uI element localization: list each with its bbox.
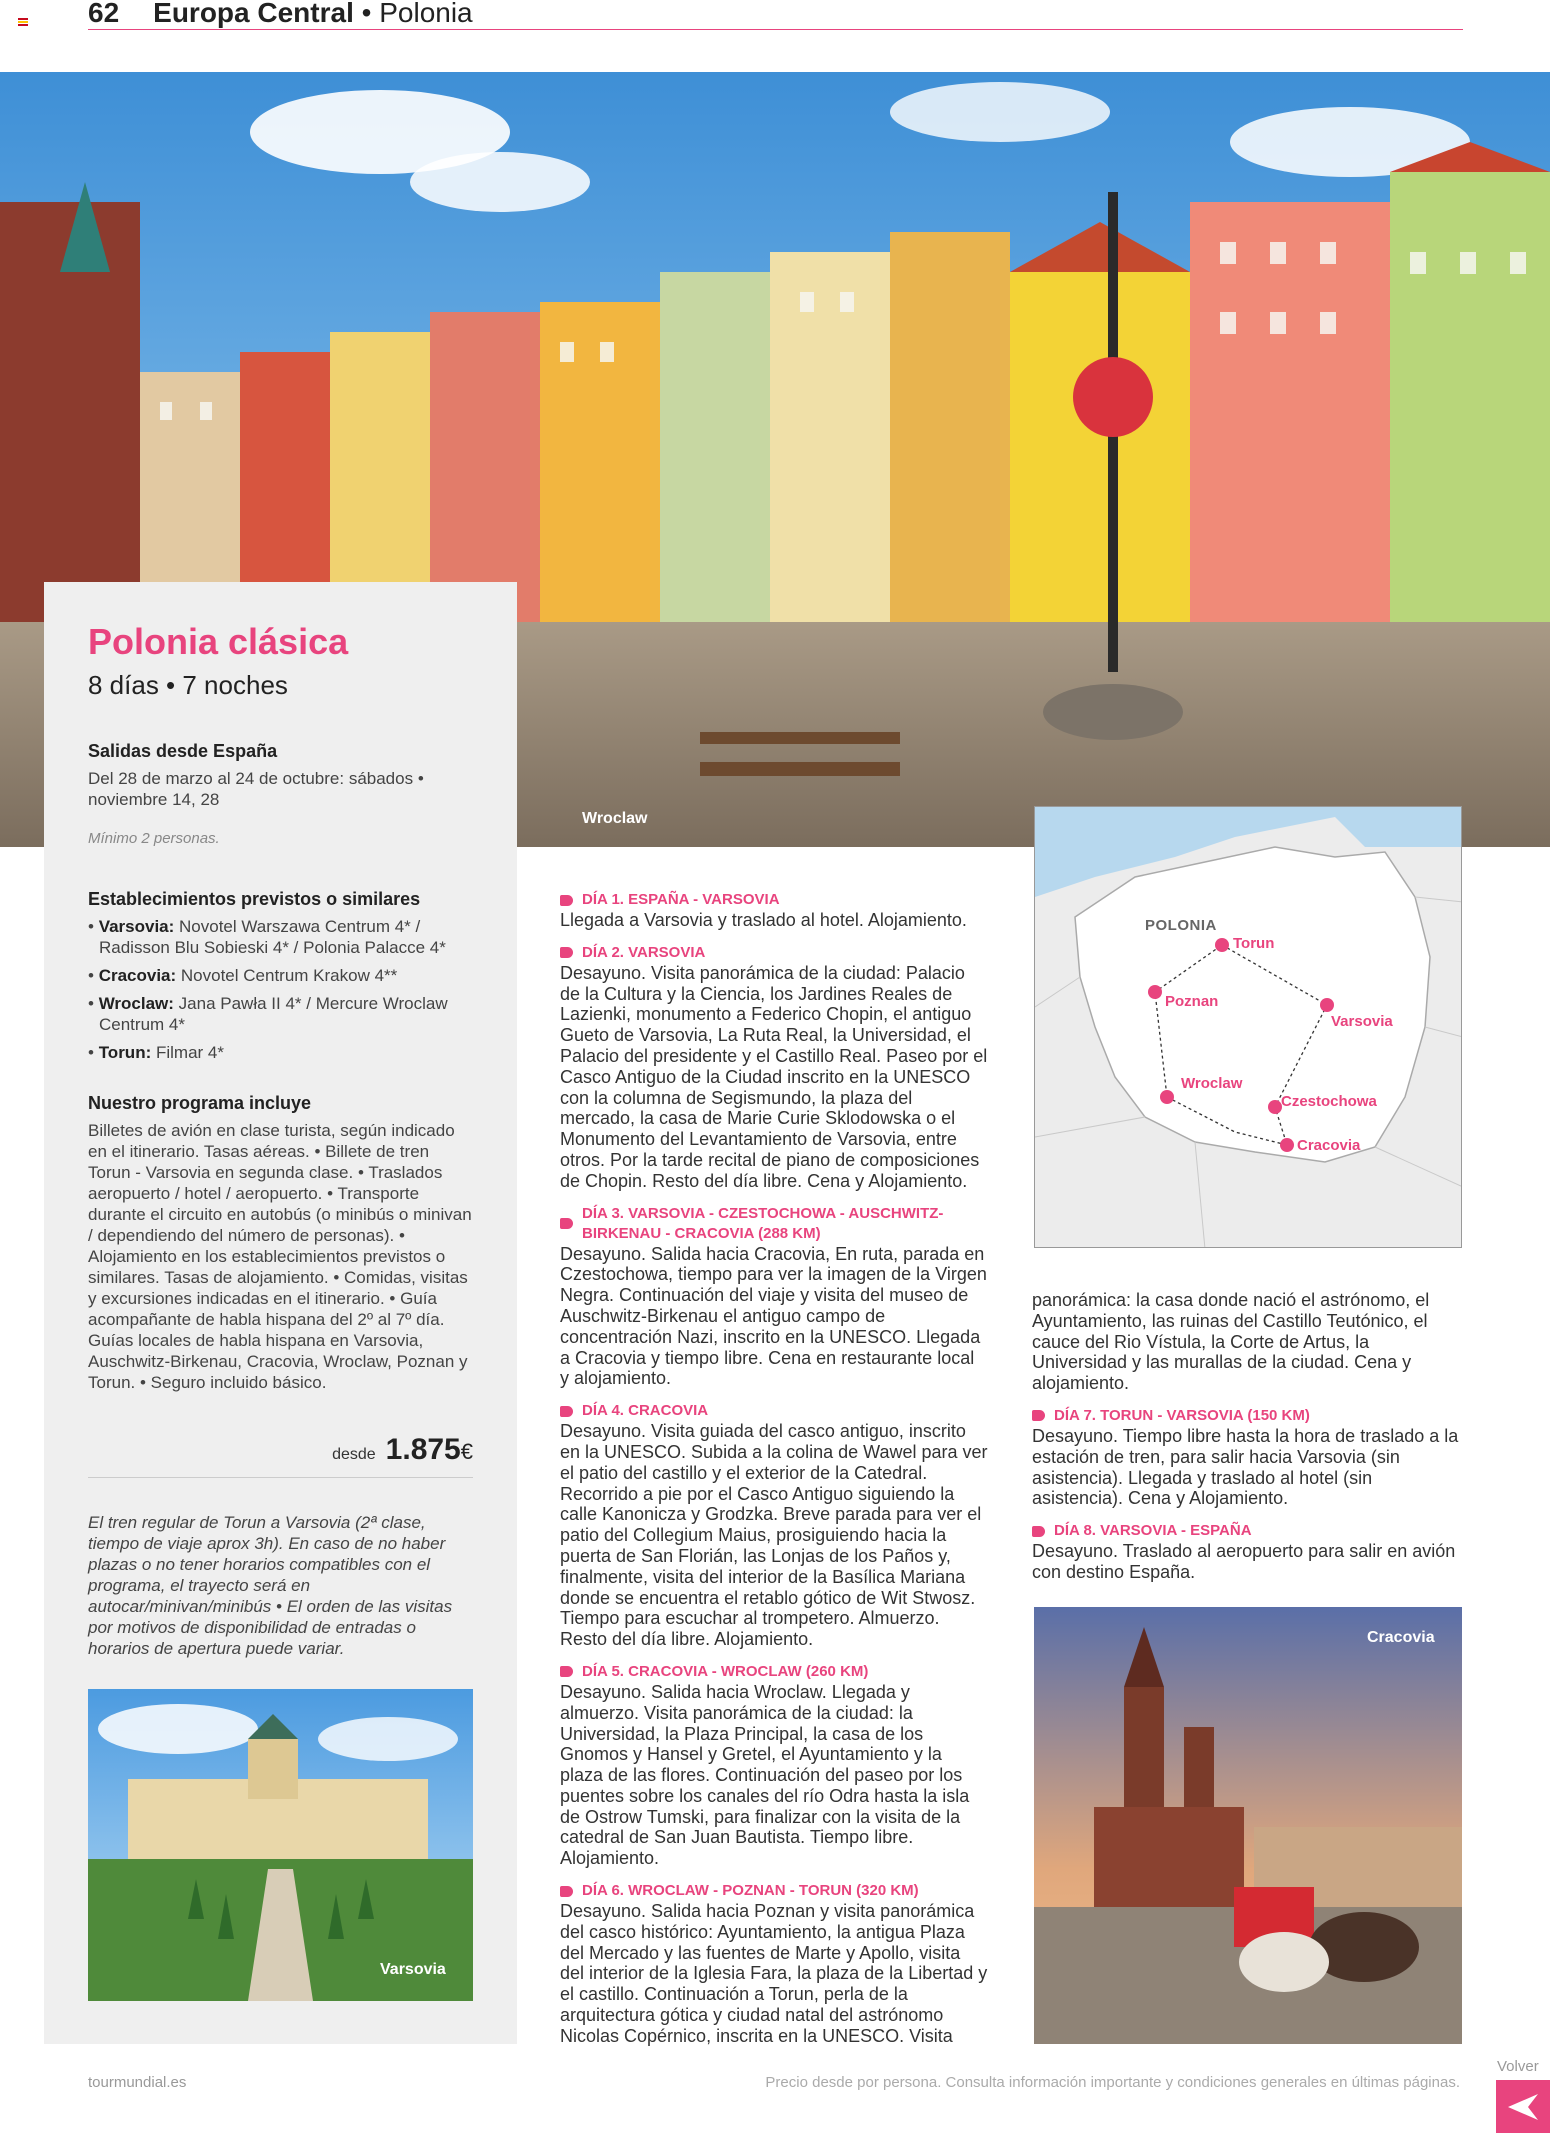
map-city-czestochowa: Czestochowa: [1281, 1093, 1377, 1110]
itinerary-day: [1032, 1521, 1462, 1583]
section-title: [153, 0, 472, 26]
back-button[interactable]: [1496, 2080, 1550, 2133]
cracovia-caption: Cracovia: [1367, 1629, 1435, 1646]
itinerary-day: [560, 1662, 988, 1869]
hotel-item: • Varsovia: Novotel Warszawa Centrum 4* / Radisson Blu Sobieski 4* / Polonia Palacce 4*: [88, 917, 446, 957]
hotel-item: • Torun: Filmar 4*: [88, 1043, 224, 1062]
departures-text: Del 28 de marzo al 24 de octubre: sábados • noviembre 14, 28: [88, 769, 424, 809]
map-city-cracovia: Cracovia: [1297, 1137, 1361, 1154]
tour-info-card: [44, 582, 517, 2044]
day-text: Desayuno. Visita guiada del casco antiguo, inscrito en la UNESCO. Subida a la colina de Wawel para ver el patio del castillo y el exterior de la Catedral. Recorrido a pie por el Casco Antiguo siguiendo la calle Kanonicza y Grodzka. Breve parada para ver el patio del Collegium Maius, prosiguiendo hacia la puerta de San Florián, las Lonjas de los Paños y, finalmente, visita del interior de la Basílica Mariana donde se encuentra el retablo gótico de Wit Stwosz. Tiempo para escuchar al trompetero. Almuerzo. Resto del día libre. Alojamiento.: [560, 1421, 988, 1650]
itinerary-day: [560, 890, 988, 931]
day-marker-icon: [560, 1886, 573, 1897]
day-title: DÍA 8. VARSOVIA - ESPAÑA: [1054, 1522, 1252, 1540]
section-name: Europa Central: [153, 0, 354, 28]
itinerary-day-continuation: [1032, 1290, 1462, 1394]
hotel-names: Jana Pawła II 4* / Mercure Wroclaw Centrum 4*: [99, 994, 448, 1034]
day-text: Desayuno. Salida hacia Wroclaw. Llegada y almuerzo. Visita panorámica de la ciudad: la Universidad, la Plaza Principal, la casa de los Gnomos y Hansel y Gretel, el Ayuntamiento y la plaza de las flores. Continuación del paseo por los puentes sobre los canales del río Odra hasta la isla de Ostrow Tumski, para finalizar con la visita de la catedral de San Juan Bautista. Tiempo libre. Alojamiento.: [560, 1681, 970, 1869]
day-text: Desayuno. Tiempo libre hasta la hora de traslado a la estación de tren, para salir hacia Varsovia (sin asistencia). Llegada y traslado al hotel (sin asistencia). Cena y Alojamiento.: [1032, 1425, 1459, 1509]
hotel-names: Novotel Centrum Krakow 4**: [176, 966, 398, 985]
itinerary-column-1: [560, 890, 988, 2059]
map-city-varsovia: Varsovia: [1331, 1013, 1393, 1030]
hotel-city: Varsovia:: [98, 917, 175, 936]
day-marker-icon: [1032, 1526, 1045, 1537]
price-currency: €: [460, 1439, 473, 1464]
price-amount: 1.875: [385, 1433, 461, 1466]
itinerary-day: [560, 1881, 988, 2047]
day-title: DÍA 3. VARSOVIA - CZESTOCHOWA - AUSCHWITZ-BIRKENAU - CRACOVIA (288 KM): [582, 1204, 944, 1242]
day-marker-icon: [560, 947, 573, 958]
itinerary-day: [560, 1401, 988, 1650]
includes-text: Billetes de avión en clase turista, según indicado en el itinerario. Tasas aéreas. • Billete de tren Torun - Varsovia en segunda clase. • Traslados aeropuerto / hotel / aeropuerto. • Transporte durante el circuito en autobús (o minibús o minivan / dependiendo del número de personas). • Alojamiento en los establecimientos previstos o similares. Tasas de alojamiento. • Comidas, visitas y excursiones indicadas en el itinerario. • Guía acompañante de habla hispana del 2º al 7º día. Guías locales de habla hispana en Varsovia, Auschwitz-Birkenau, Cracovia, Wroclaw, Poznan y Torun. • Seguro incluido básico.: [88, 1121, 472, 1392]
hotels-title: Establecimientos previstos o similares: [88, 889, 421, 909]
day-text: Desayuno. Salida hacia Cracovia, En ruta, parada en Czestochowa, tiempo para ver la imagen de la Virgen Negra. Continuación del viaje y visita del museo de Auschwitz-Birkenau el antiguo campo de concentración Nazi, inscrito en la UNESCO. Llegada a Cracovia y tiempo libre. Cena en restaurante local y alojamiento.: [560, 1243, 987, 1389]
varsovia-caption: Varsovia: [380, 1961, 446, 1978]
day-marker-icon: [1032, 1410, 1045, 1421]
day-title: DÍA 1. ESPAÑA - VARSOVIA: [582, 891, 780, 908]
varsovia-photo: [88, 1689, 473, 2001]
map-city-torun: Torun: [1233, 935, 1275, 952]
map-city-wroclaw: Wroclaw: [1181, 1075, 1243, 1092]
page-header: [88, 0, 1463, 30]
day-text: Desayuno. Traslado al aeropuerto para salir en avión con destino España.: [1032, 1541, 1456, 1582]
page-number: 62: [88, 0, 120, 28]
day-text: Desayuno. Visita panorámica de la ciudad: Palacio de la Cultura y la Ciencia, los Jardines Reales de Lazienki, monumento a Federico Chopin, el antiguo Gueto de Varsovia, La Ruta Real, la Universidad, el Palacio del presidente y el Castillo Real. Paseo por el Casco Antiguo de la Ciudad inscrito en la UNESCO con la columna de Segismundo, la plaza del mercado, la casa de Marie Curie Sklodowska o el Monumento del Levantamiento de Varsovia, entre otros. Por la tarde recital de piano de composiciones de Chopin. Resto del día libre. Cena y Alojamiento.: [560, 962, 988, 1191]
hero-caption: Wroclaw: [582, 810, 648, 827]
map-city-poznan: Poznan: [1165, 993, 1219, 1010]
day-title: DÍA 4. CRACOVIA: [582, 1402, 709, 1420]
day-marker-icon: [560, 1218, 573, 1229]
route-map: [1034, 806, 1462, 1248]
includes-title: Nuestro programa incluye: [88, 1093, 312, 1113]
tour-title: Polonia clásica: [88, 621, 349, 662]
day-title: DÍA 2. VARSOVIA: [582, 943, 706, 961]
hotel-city: Torun:: [98, 1043, 152, 1062]
hotel-city: Cracovia:: [98, 966, 177, 985]
hotels-list: [88, 916, 473, 1063]
cracovia-photo: [1034, 1607, 1462, 2044]
hotel-item: • Wroclaw: Jana Pawła II 4* / Mercure Wroclaw Centrum 4*: [88, 994, 448, 1034]
tour-duration: 8 días • 7 noches: [88, 670, 288, 700]
back-arrow-icon: [1508, 2094, 1538, 2120]
map-country-label: POLONIA: [1145, 917, 1217, 934]
subsection-name: • Polonia: [353, 0, 473, 28]
itinerary-column-2: [1032, 1290, 1462, 1595]
day-marker-icon: [560, 895, 573, 906]
day-text: panorámica: la casa donde nació el astrónomo, el Ayuntamiento, las ruinas del Castillo Teutónico, el cauce del Rio Vístula, la Corte de Artus, la Universidad y las murallas de la ciudad. Cena y alojamiento.: [1032, 1290, 1430, 1394]
day-title: DÍA 5. CRACOVIA - WROCLAW (260 KM): [582, 1662, 869, 1680]
itinerary-day: [1032, 1406, 1462, 1509]
footer-website[interactable]: tourmundial.es: [88, 2074, 187, 2091]
day-text: Llegada a Varsovia y traslado al hotel. Alojamiento.: [560, 910, 967, 930]
back-label: Volver: [1497, 2058, 1539, 2075]
hotel-city: Wroclaw:: [98, 994, 174, 1013]
day-marker-icon: [560, 1406, 573, 1417]
hotel-names: Novotel Warszawa Centrum 4* / Radisson Blu Sobieski 4* / Polonia Palacce 4*: [99, 917, 446, 957]
day-marker-icon: [560, 1666, 573, 1677]
train-note: El tren regular de Torun a Varsovia (2ª clase, tiempo de viaje aprox 3h). En caso de no haber plazas o no tener horarios compatibles con el programa, el trayecto será en autocar/minivan/minibús • El orden de las visitas por motivos de disponibilidad de entradas o horarios de apertura puede variar.: [88, 1513, 453, 1658]
day-title: DÍA 7. TORUN - VARSOVIA (150 KM): [1054, 1406, 1310, 1424]
hotel-names: Filmar 4*: [151, 1043, 224, 1062]
price-row: [88, 1433, 473, 1478]
footer-disclaimer: Precio desde por persona. Consulta información importante y condiciones generales en últimas páginas.: [765, 2074, 1460, 2091]
hotel-item: • Cracovia: Novotel Centrum Krakow 4**: [88, 966, 398, 985]
minimum-note: Mínimo 2 personas.: [88, 830, 220, 847]
day-title: DÍA 6. WROCLAW - POZNAN - TORUN (320 KM): [582, 1882, 919, 1900]
departures-title: Salidas desde España: [88, 741, 278, 761]
itinerary-day: [560, 943, 988, 1192]
flag-icon: [18, 18, 28, 26]
day-text: Desayuno. Salida hacia Poznan y visita panorámica del casco histórico: Ayuntamiento, la antigua Plaza del Mercado y las fuentes de Marte y Apollo, visita del interior de la Iglesia Fara, la plaza de la Libertad y el castillo. Continuación a Torun, perla de la arquitectura gótica y ciudad natal del astrónomo Nicolas Copérnico, inscrita en la UNESCO. Visita: [560, 1901, 988, 2046]
itinerary-day: [560, 1204, 988, 1390]
price-prefix: desde: [332, 1446, 376, 1463]
